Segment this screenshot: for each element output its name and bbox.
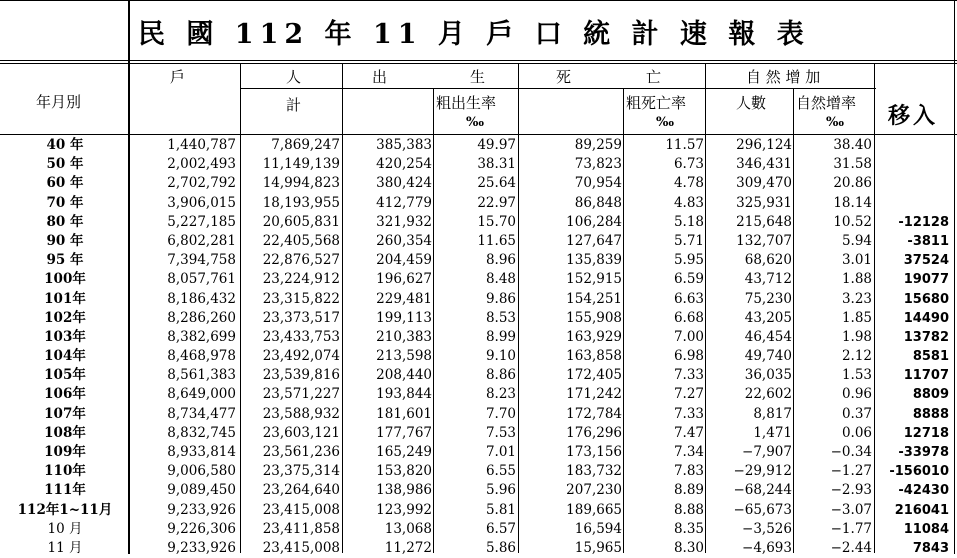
population-cell: 23,492,074 — [262, 348, 340, 365]
deaths-cell: 89,259 — [574, 137, 622, 153]
death-rate-cell: 6.73 — [673, 156, 704, 173]
table-row — [0, 328, 957, 347]
households-cell: 1,440,787 — [167, 137, 236, 153]
year-month-cell: 10 月 — [47, 520, 83, 537]
births-cell: 123,992 — [376, 501, 432, 518]
birth-rate-cell: 5.96 — [485, 482, 516, 499]
natural-rate-cell: 10.52 — [833, 213, 872, 230]
population-cell: 23,375,314 — [262, 463, 340, 480]
data-rows — [0, 136, 957, 558]
natural-rate-cell: 5.94 — [841, 232, 872, 249]
deaths-cell: 70,954 — [574, 175, 622, 192]
year-month-cell: 103年 — [44, 328, 86, 345]
death-rate-cell: 8.88 — [673, 501, 704, 518]
natural-increase-cell: 296,124 — [736, 137, 792, 153]
year-month-cell: 50 年 — [46, 156, 84, 173]
year-month-cell: 40 年 — [46, 137, 84, 153]
death-rate-cell: 7.27 — [673, 386, 704, 403]
header-deaths-left: 死 — [556, 68, 572, 86]
births-cell: 380,424 — [376, 175, 432, 192]
natural-increase-cell: 309,470 — [736, 175, 792, 192]
migration-in-cell: 15680 — [903, 291, 949, 307]
population-cell: 23,561,236 — [262, 444, 340, 460]
report-title: 民 國 112 年 11 月 戶 口 統 計 速 報 表 — [138, 19, 810, 50]
deaths-cell: 106,284 — [566, 213, 622, 230]
deaths-cell: 16,594 — [574, 520, 622, 537]
deaths-cell: 152,915 — [566, 271, 622, 288]
households-cell: 8,933,814 — [167, 444, 236, 460]
households-cell: 9,233,926 — [167, 501, 236, 518]
year-month-cell: 104年 — [44, 348, 86, 365]
birth-rate-cell: 7.70 — [485, 405, 516, 422]
births-cell: 204,459 — [376, 252, 432, 269]
natural-increase-cell: 43,205 — [744, 309, 792, 326]
table-row — [0, 462, 957, 481]
households-cell: 9,006,580 — [167, 463, 236, 480]
year-month-cell: 106年 — [44, 386, 86, 403]
natural-increase-cell: 36,035 — [744, 367, 792, 384]
death-rate-cell: 8.89 — [673, 482, 704, 499]
birth-rate-cell: 8.53 — [485, 309, 516, 326]
households-cell: 5,227,185 — [167, 213, 236, 230]
birth-rate-cell: 8.96 — [485, 252, 516, 269]
deaths-cell: 155,908 — [566, 309, 622, 326]
births-cell: 177,767 — [376, 424, 432, 441]
population-cell: 23,373,517 — [262, 309, 340, 326]
households-cell: 8,561,383 — [167, 367, 236, 384]
natural-increase-cell: 346,431 — [736, 156, 792, 173]
table-row — [0, 136, 957, 155]
year-month-cell: 110年 — [44, 463, 86, 480]
households-cell: 9,233,926 — [167, 539, 236, 556]
header-natural-persons: 人數 — [736, 94, 767, 112]
death-rate-cell: 5.71 — [673, 232, 704, 249]
births-cell: 229,481 — [376, 290, 432, 307]
header-natural-increase: 自 然 增 加 — [746, 68, 821, 86]
table-row — [0, 251, 957, 270]
table-row — [0, 232, 957, 251]
table-row — [0, 481, 957, 500]
natural-rate-cell: 2.12 — [841, 348, 872, 365]
population-cell: 23,224,912 — [262, 271, 340, 288]
births-cell: 181,601 — [376, 405, 432, 422]
migration-in-cell: 13782 — [903, 329, 949, 345]
table-row — [0, 366, 957, 385]
table-row — [0, 213, 957, 232]
subheader-rule — [240, 88, 876, 89]
migration-in-cell — [876, 174, 949, 193]
deaths-cell: 86,848 — [574, 194, 622, 211]
birth-rate-cell: 8.23 — [485, 386, 516, 403]
header-births-left: 出 — [372, 68, 388, 86]
birth-rate-cell: 38.31 — [477, 156, 516, 173]
natural-rate-cell: 1.98 — [841, 328, 872, 345]
deaths-cell: 172,405 — [566, 367, 622, 384]
natural-rate-cell: 1.53 — [841, 367, 872, 384]
births-cell: 213,598 — [376, 348, 432, 365]
deaths-cell: 207,230 — [566, 482, 622, 499]
header-population-total: 計 — [286, 96, 302, 114]
table-row — [0, 347, 957, 366]
natural-rate-cell: 18.14 — [833, 194, 872, 211]
natural-increase-cell: −4,693 — [742, 539, 792, 556]
natural-rate-cell: −2.93 — [830, 482, 872, 499]
natural-increase-cell: 132,707 — [736, 232, 792, 249]
top-border — [0, 0, 957, 1]
year-month-cell: 108年 — [44, 424, 86, 441]
year-month-cell: 101年 — [44, 290, 86, 307]
migration-in-cell: 14490 — [903, 310, 949, 326]
natural-increase-cell: 49,740 — [744, 348, 792, 365]
migration-in-cell: 37524 — [903, 253, 949, 269]
deaths-cell: 163,929 — [566, 328, 622, 345]
households-cell: 9,226,306 — [167, 520, 236, 537]
population-cell: 23,588,932 — [262, 405, 340, 422]
natural-increase-cell: −68,244 — [733, 482, 792, 499]
table-row — [0, 174, 957, 193]
table-row — [0, 405, 957, 424]
population-cell: 23,571,227 — [262, 386, 340, 403]
title-bottom-rule — [0, 60, 957, 61]
birth-rate-cell: 49.97 — [477, 137, 516, 153]
deaths-cell: 189,665 — [566, 501, 622, 518]
migration-in-cell — [876, 194, 949, 213]
population-cell: 18,193,955 — [262, 194, 340, 211]
natural-rate-cell: 3.23 — [841, 290, 872, 307]
migration-in-cell: 11084 — [903, 521, 949, 537]
header-households: 戶 — [170, 68, 186, 86]
birth-rate-cell: 8.86 — [485, 367, 516, 384]
natural-increase-cell: 8,817 — [753, 405, 792, 422]
header-crude-death-rate: 粗死亡率 — [626, 94, 687, 112]
death-rate-cell: 7.83 — [673, 463, 704, 480]
year-month-cell: 90 年 — [46, 232, 84, 249]
migration-in-cell: 216041 — [894, 502, 949, 518]
births-cell: 153,820 — [376, 463, 432, 480]
natural-rate-cell: −1.77 — [830, 520, 872, 537]
births-cell: 11,272 — [384, 539, 432, 556]
households-cell: 2,702,792 — [167, 175, 236, 192]
migration-in-cell: -156010 — [889, 464, 949, 480]
table-row — [0, 290, 957, 309]
deaths-cell: 183,732 — [566, 463, 622, 480]
natural-increase-cell: 43,712 — [744, 271, 792, 288]
natural-rate-cell: 1.88 — [841, 271, 872, 288]
birth-rate-cell: 22.97 — [477, 194, 516, 211]
migration-in-cell: 8581 — [912, 349, 949, 365]
natural-increase-cell: −29,912 — [733, 463, 792, 480]
births-cell: 321,932 — [376, 213, 432, 230]
households-cell: 7,394,758 — [167, 252, 236, 269]
header-births-right: 生 — [470, 68, 486, 86]
year-month-cell: 105年 — [44, 367, 86, 384]
births-cell: 412,779 — [376, 194, 432, 211]
households-cell: 8,734,477 — [167, 405, 236, 422]
migration-in-cell: 8888 — [912, 406, 949, 422]
natural-rate-cell: 0.37 — [841, 405, 872, 422]
population-cell: 22,405,568 — [262, 232, 340, 249]
births-cell: 13,068 — [384, 520, 432, 537]
birth-rate-cell: 15.70 — [477, 213, 516, 230]
natural-rate-cell: 31.58 — [833, 156, 872, 173]
natural-increase-cell: −7,907 — [742, 444, 792, 460]
deaths-cell: 173,156 — [566, 444, 622, 460]
death-rate-cell: 11.57 — [665, 137, 704, 153]
births-cell: 199,113 — [376, 309, 432, 326]
migration-in-cell: 7843 — [912, 540, 949, 556]
birth-rate-cell: 9.10 — [485, 348, 516, 365]
households-cell: 3,906,015 — [167, 194, 236, 211]
header-birth-permille: ‰ — [466, 115, 485, 130]
households-cell: 8,382,699 — [167, 328, 236, 345]
death-rate-cell: 5.18 — [673, 213, 704, 230]
deaths-cell: 171,242 — [566, 386, 622, 403]
header-migration-in: 移入 — [888, 103, 939, 129]
table-row — [0, 309, 957, 328]
natural-increase-cell: 22,602 — [744, 386, 792, 403]
year-month-cell: 100年 — [44, 271, 86, 288]
migration-in-cell: 8809 — [912, 387, 949, 403]
migration-in-cell: 19077 — [903, 272, 949, 288]
migration-in-cell — [876, 136, 949, 155]
year-month-cell: 70 年 — [46, 194, 84, 211]
death-rate-cell: 8.35 — [673, 520, 704, 537]
year-month-cell: 107年 — [44, 405, 86, 422]
death-rate-cell: 7.34 — [673, 444, 704, 460]
migration-in-cell: -12128 — [898, 214, 949, 230]
households-cell: 8,832,745 — [167, 424, 236, 441]
population-cell: 14,994,823 — [262, 175, 340, 192]
natural-rate-cell: 0.96 — [841, 386, 872, 403]
migration-in-cell: -33978 — [898, 445, 949, 460]
title-bottom-rule-2 — [0, 63, 957, 64]
birth-rate-cell: 6.55 — [485, 463, 516, 480]
natural-increase-cell: −3,526 — [742, 520, 792, 537]
natural-increase-cell: 68,620 — [744, 252, 792, 269]
natural-rate-cell: 1.85 — [841, 309, 872, 326]
natural-increase-cell: 215,648 — [736, 213, 792, 230]
year-month-cell: 112年1~11月 — [17, 501, 113, 518]
deaths-cell: 163,858 — [566, 348, 622, 365]
death-rate-cell: 6.63 — [673, 290, 704, 307]
table-row — [0, 194, 957, 213]
death-rate-cell: 7.47 — [673, 424, 704, 441]
header-deaths-right: 亡 — [646, 68, 662, 86]
natural-increase-cell: 75,230 — [744, 290, 792, 307]
natural-increase-cell: 325,931 — [736, 194, 792, 211]
death-rate-cell: 4.78 — [673, 175, 704, 192]
natural-rate-cell: 20.86 — [833, 175, 872, 192]
year-month-cell: 109年 — [44, 444, 86, 460]
death-rate-cell: 8.30 — [673, 539, 704, 556]
population-cell: 20,605,831 — [262, 213, 340, 230]
households-cell: 8,286,260 — [167, 309, 236, 326]
birth-rate-cell: 25.64 — [477, 175, 516, 192]
death-rate-cell: 4.83 — [673, 194, 704, 211]
population-cell: 23,411,858 — [262, 520, 340, 537]
header-crude-birth-rate: 粗出生率 — [436, 94, 497, 112]
natural-rate-cell: 0.06 — [841, 424, 872, 441]
death-rate-cell: 7.00 — [673, 328, 704, 345]
table-row — [0, 424, 957, 443]
births-cell: 208,440 — [376, 367, 432, 384]
table-row — [0, 443, 957, 462]
natural-increase-cell: 1,471 — [753, 424, 792, 441]
natural-rate-cell: 38.40 — [833, 137, 872, 153]
header-year-month: 年月別 — [36, 93, 82, 111]
households-cell: 8,468,978 — [167, 348, 236, 365]
table-row — [0, 270, 957, 289]
migration-in-cell: -3811 — [907, 233, 949, 249]
migration-in-cell — [876, 155, 949, 174]
table-row — [0, 501, 957, 520]
deaths-cell: 127,647 — [566, 232, 622, 249]
birth-rate-cell: 7.01 — [485, 444, 516, 460]
header-death-permille: ‰ — [656, 115, 675, 130]
births-cell: 196,627 — [376, 271, 432, 288]
deaths-cell: 154,251 — [566, 290, 622, 307]
table-row — [0, 539, 957, 558]
migration-in-cell: -42430 — [898, 483, 949, 499]
deaths-cell: 176,296 — [566, 424, 622, 441]
natural-rate-cell: −3.07 — [830, 501, 872, 518]
header-natural-rate: 自然增率 — [796, 94, 857, 112]
births-cell: 420,254 — [376, 156, 432, 173]
natural-increase-cell: −65,673 — [733, 501, 792, 518]
year-month-cell: 102年 — [44, 309, 86, 326]
death-rate-cell: 6.98 — [673, 348, 704, 365]
population-cell: 7,869,247 — [271, 137, 340, 153]
births-cell: 260,354 — [376, 232, 432, 249]
natural-rate-cell: −0.34 — [830, 444, 872, 460]
year-month-cell: 80 年 — [46, 213, 84, 230]
birth-rate-cell: 5.86 — [485, 539, 516, 556]
population-cell: 11,149,139 — [262, 156, 340, 173]
population-cell: 23,415,008 — [262, 539, 340, 556]
death-rate-cell: 6.59 — [673, 271, 704, 288]
population-cell: 23,433,753 — [262, 328, 340, 345]
natural-increase-cell: 46,454 — [744, 328, 792, 345]
year-month-cell: 11 月 — [47, 539, 83, 556]
population-cell: 23,264,640 — [262, 482, 340, 499]
birth-rate-cell: 6.57 — [485, 520, 516, 537]
table-row — [0, 385, 957, 404]
birth-rate-cell: 8.48 — [485, 271, 516, 288]
deaths-cell: 135,839 — [566, 252, 622, 269]
natural-rate-cell: 3.01 — [841, 252, 872, 269]
birth-rate-cell: 8.99 — [485, 328, 516, 345]
households-cell: 8,186,432 — [167, 290, 236, 307]
households-cell: 6,802,281 — [167, 232, 236, 249]
year-month-cell: 60 年 — [46, 175, 84, 192]
table-row — [0, 520, 957, 539]
households-cell: 8,057,761 — [167, 271, 236, 288]
births-cell: 138,986 — [376, 482, 432, 499]
population-cell: 23,539,816 — [262, 367, 340, 384]
death-rate-cell: 5.95 — [673, 252, 704, 269]
households-cell: 8,649,000 — [167, 386, 236, 403]
natural-rate-cell: −2.44 — [830, 539, 872, 556]
households-cell: 9,089,450 — [167, 482, 236, 499]
birth-rate-cell: 11.65 — [477, 232, 516, 249]
population-cell: 23,603,121 — [262, 424, 340, 441]
birth-rate-cell: 5.81 — [485, 501, 516, 518]
births-cell: 193,844 — [376, 386, 432, 403]
natural-rate-cell: −1.27 — [830, 463, 872, 480]
population-cell: 23,315,822 — [262, 290, 340, 307]
deaths-cell: 172,784 — [566, 405, 622, 422]
year-month-cell: 95 年 — [46, 252, 84, 269]
header-population: 人 — [286, 68, 302, 86]
households-cell: 2,002,493 — [167, 156, 236, 173]
header-bottom-rule — [0, 134, 957, 135]
death-rate-cell: 7.33 — [673, 367, 704, 384]
births-cell: 385,383 — [376, 137, 432, 153]
births-cell: 210,383 — [376, 328, 432, 345]
births-cell: 165,249 — [376, 444, 432, 460]
birth-rate-cell: 9.86 — [485, 290, 516, 307]
header-natural-permille: ‰ — [826, 115, 845, 130]
death-rate-cell: 6.68 — [673, 309, 704, 326]
deaths-cell: 73,823 — [574, 156, 622, 173]
deaths-cell: 15,965 — [574, 539, 622, 556]
migration-in-cell: 11707 — [903, 368, 949, 384]
population-cell: 23,415,008 — [262, 501, 340, 518]
population-cell: 22,876,527 — [262, 252, 340, 269]
birth-rate-cell: 7.53 — [485, 424, 516, 441]
migration-in-cell: 12718 — [903, 425, 949, 441]
year-month-cell: 111年 — [44, 482, 86, 499]
table-row — [0, 155, 957, 174]
death-rate-cell: 7.33 — [673, 405, 704, 422]
